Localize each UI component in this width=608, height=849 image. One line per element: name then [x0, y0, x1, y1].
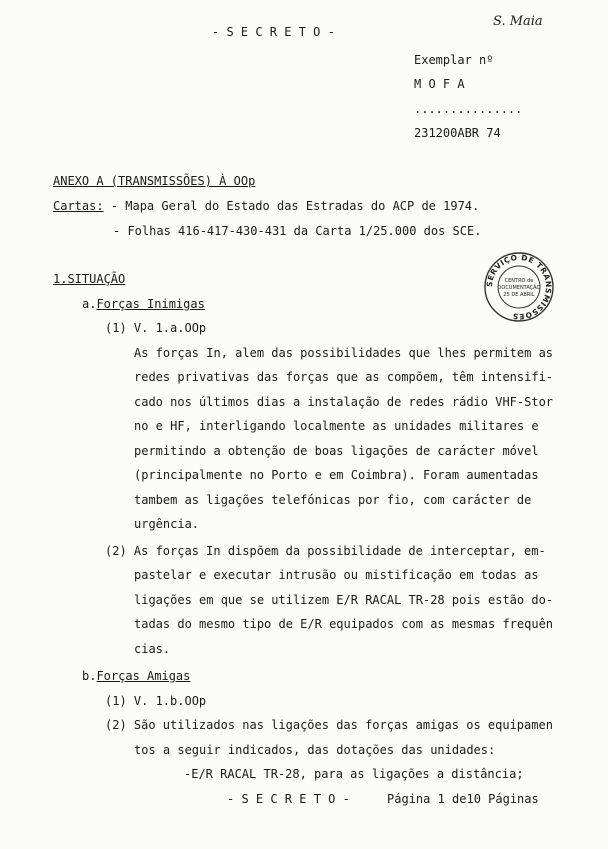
section-heading-situacao: 1.SITUAÇÃO [53, 272, 126, 286]
subsection-b-letter: b. [82, 669, 97, 683]
paragraph-line: urgência. [134, 517, 200, 531]
classification-top: - S E C R E T O - [212, 25, 335, 39]
paragraph-line: (principalmente no Porto e em Coimbra). Foram aumentadas [134, 468, 539, 482]
item-a2-line: tadas do mesmo tipo de E/R equipados com as mesmas frequên [134, 617, 554, 631]
cartas-line-2: - Folhas 416-417-430-431 da Carta 1/25.000 dos SCE. [113, 224, 482, 238]
item-b1: (1) V. 1.b.OOp [105, 694, 207, 708]
item-a2-line: cias. [134, 642, 171, 656]
classification-bottom: - S E C R E T O - [227, 792, 350, 806]
item-a2-line: (2) As forças In dispõem da possibilidade de interceptar, em- [105, 544, 546, 558]
exemplar-label: Exemplar nº [414, 53, 494, 67]
item-a2-line: ligações em que se utilizem E/R RACAL TR-28 pois estão do- [134, 593, 554, 607]
subsection-b [82, 669, 190, 684]
paragraph-line: no e HF, interligando localmente as unidades militares e [134, 419, 539, 433]
equipment-line: -E/R RACAL TR-28, para as ligações a distância; [184, 767, 524, 781]
stamp-inner-1: CENTRO de [504, 278, 534, 284]
stamp-ring-text: SERVIÇO DE TRANSMISSÕES [484, 252, 554, 322]
page-number: Página 1 de10 Páginas [387, 792, 539, 806]
paragraph-line: tambem as ligações telefónicas por fio, com carácter de [134, 493, 532, 507]
stamp-inner-3: 25 DE ABRIL [503, 292, 535, 298]
paragraph-line: cado nos últimos dias a instalação de redes rádio VHF-Stor [134, 395, 554, 409]
subsection-a-title: Forças Inimigas [96, 297, 205, 311]
item-a1: (1) V. 1.a.OOp [105, 321, 207, 335]
document-date: 231200ABR 74 [414, 126, 501, 140]
subsection-a [82, 297, 205, 312]
item-b2-line: (2) São utilizados nas ligações das forças amigas os equipamen [105, 718, 553, 732]
subsection-a-letter: a. [82, 297, 97, 311]
stamp-inner-2: DOCUMENTAÇÃO [497, 285, 541, 291]
archive-stamp [483, 251, 555, 323]
handwritten-note: S. Maia [493, 14, 543, 29]
paragraph-line: redes privativas das forças que as compõem, têm intensifi- [134, 370, 554, 384]
paragraph-line: As forças In, alem das possibilidades que lhes permitem as [134, 346, 554, 360]
document-code: M O F A [414, 77, 465, 91]
cartas-label: Cartas: [53, 199, 104, 213]
paragraph-line: permitindo a obtenção de boas ligações de carácter móvel [134, 444, 539, 458]
cartas-text-1: - Mapa Geral do Estado das Estradas do ACP de 1974. [103, 199, 480, 213]
dotted-line: ............... [414, 102, 523, 116]
annex-title: ANEXO A (TRANSMISSÕES) À OOp [53, 174, 256, 188]
item-b2-line: tos a seguir indicados, das dotações das unidades: [134, 743, 496, 757]
subsection-b-title: Forças Amigas [96, 669, 191, 683]
cartas-line-1 [53, 199, 479, 214]
item-a2-line: pastelar e executar intrusão ou mistificação em todas as [134, 568, 539, 582]
